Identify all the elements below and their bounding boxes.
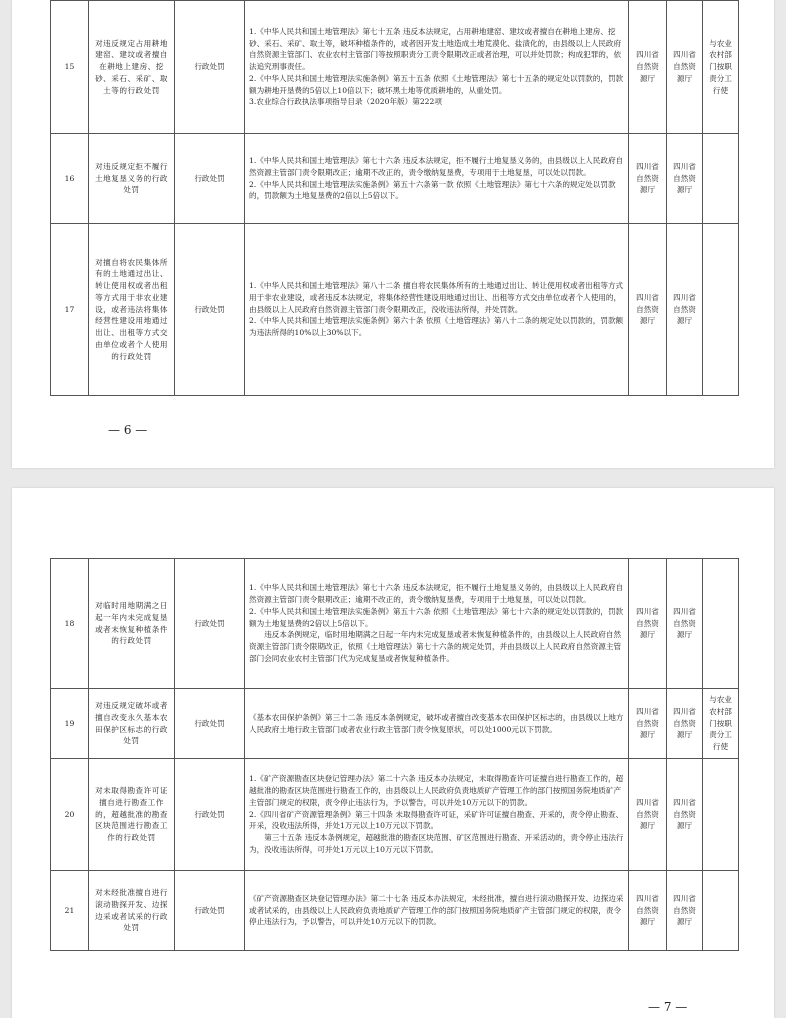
responsible-agency: 四川省自然资源厅	[667, 689, 703, 759]
implementing-agency: 四川省自然资源厅	[629, 134, 667, 224]
item-name: 对擅自将农民集体所有的土地通过出让、转让使用权或者出租等方式用于非农业建设，或者违法将集体经营性建设用地通过出让、出租等方式交由单位或者个人使用的行政处罚	[89, 224, 175, 396]
responsible-agency: 四川省自然资源厅	[667, 871, 703, 951]
regulation-table	[50, 0, 739, 396]
collaboration-note	[703, 224, 739, 396]
implementing-agency: 四川省自然资源厅	[629, 1, 667, 134]
table-row	[51, 689, 739, 759]
legal-basis: 1.《中华人民共和国土地管理法》第七十六条 违反本法规定，拒不履行土地复垦义务的，由县级以上人民政府自然资源主管部门责令限期改正；逾期不改正的，责令缴纳复垦费，专项用于土地复垦，可以处以罚款。 2.《中华人民共和国土地管理法实施条例》第五十六条第一款 依照《土地管理法》第七十六条的规定处以罚款的，罚款额为土地复垦费的2倍以上5倍以下。	[245, 134, 629, 224]
item-name: 对违反规定破坏或者擅自改变永久基本农田保护区标志的行政处罚	[89, 689, 175, 759]
responsible-agency: 四川省自然资源厅	[667, 224, 703, 396]
collaboration-note	[703, 559, 739, 689]
collaboration-note: 与农业农村部门按职责分工行使	[703, 689, 739, 759]
table-row	[51, 1, 739, 134]
legal-basis: 《基本农田保护条例》第三十二条 违反本条例规定，破坏或者擅自改变基本农田保护区标志的，由县级以上地方人民政府土地行政主管部门或者农业行政主管部门责令恢复原状，可以处1000元以下罚款。	[245, 689, 629, 759]
regulation-table	[50, 558, 739, 951]
implementing-agency: 四川省自然资源厅	[629, 759, 667, 871]
item-number: 18	[51, 559, 89, 689]
collaboration-note: 与农业农村部门按职责分工行使	[703, 1, 739, 134]
implementing-agency: 四川省自然资源厅	[629, 224, 667, 396]
item-name: 对未经批准擅自进行滚动勘探开发、边探边采或者试采的行政处罚	[89, 871, 175, 951]
item-name: 对违反规定拒不履行土地复垦义务的行政处罚	[89, 134, 175, 224]
responsible-agency: 四川省自然资源厅	[667, 759, 703, 871]
legal-basis: 1.《中华人民共和国土地管理法》第七十五条 违反本法规定，占用耕地建窑、建坟或者擅自在耕地上建房、挖砂、采石、采矿、取土等，破坏种植条件的，或者因开发土地造成土地荒漠化、盐渍化的，由县级以上人民政府自然资源主管部门、农业农村主管部门等按照职责分工责令限期改正或者治理，可以并处罚款；构成犯罪的，依法追究刑事责任。 2.《中华人民共和国土地管理法实施条例》第五十五条 依照《土地管理法》第七十五条的规定处以罚款的，罚款额为耕地开垦费的5倍以上10倍以下；破坏黑土地等优质耕地的，从重处罚。 3.农业综合行政执法事项指导目录（2020年版）第222项	[245, 1, 629, 134]
item-category: 行政处罚	[175, 134, 245, 224]
document-page-7	[12, 488, 774, 1018]
implementing-agency: 四川省自然资源厅	[629, 689, 667, 759]
responsible-agency: 四川省自然资源厅	[667, 559, 703, 689]
legal-basis: 《矿产资源勘查区块登记管理办法》第二十七条 违反本办法规定，未经批准，擅自进行滚动勘探开发、边探边采或者试采的，由县级以上人民政府负责地质矿产管理工作的部门按照国务院地质矿产主管部门规定的权限，责令停止违法行为，予以警告，可以并处10万元以下的罚款。	[245, 871, 629, 951]
collaboration-note	[703, 759, 739, 871]
table-row	[51, 871, 739, 951]
item-name: 对未取得勘查许可证擅自进行勘查工作的，超越批准的勘查区块范围进行勘查工作的行政处罚	[89, 759, 175, 871]
legal-basis: 1.《矿产资源勘查区块登记管理办法》第二十六条 违反本办法规定，未取得勘查许可证擅自进行勘查工作的，超越批准的勘查区块范围进行勘查工作的，由县级以上人民政府负责地质矿产管理工作的部门按照国务院地质矿产主管部门规定的权限，责令停止违法行为，予以警告，可以并处10万元以下的罚款。 2.《四川省矿产资源管理条例》第三十四条 未取得勘查许可证，采矿许可证擅自勘查、开采的，责令停止勘查、开采，没收违法所得，并处1万元以上10万元以下罚款。 第三十五条 违反本条例规定，超越批准的勘查区块范围、矿区范围进行勘查、开采活动的，责令停止违法行为，没收违法所得，可并处1万元以上10万元以下罚款。	[245, 759, 629, 871]
item-category: 行政处罚	[175, 559, 245, 689]
legal-basis: 1.《中华人民共和国土地管理法》第八十二条 擅自将农民集体所有的土地通过出让、转让使用权或者出租等方式用于非农业建设，或者违反本法规定，将集体经营性建设用地通过出让、出租等方式交由单位或者个人使用的，由县级以上人民政府自然资源主管部门责令限期改正，没收违法所得，并处罚款。 2.《中华人民共和国土地管理法实施条例》第六十条 依照《土地管理法》第八十二条的规定处以罚款的，罚款额为违法所得的10%以上30%以下。	[245, 224, 629, 396]
item-category: 行政处罚	[175, 759, 245, 871]
page-number: — 7 —	[648, 1000, 688, 1014]
legal-basis: 1.《中华人民共和国土地管理法》第七十六条 违反本法规定，拒不履行土地复垦义务的，由县级以上人民政府自然资源主管部门责令限期改正；逾期不改正的，责令缴纳复垦费，专项用于土地复垦，可以处以罚款。 2.《中华人民共和国土地管理法实施条例》第五十六条 依照《土地管理法》第七十六条的规定处以罚款的，罚款额为土地复垦费的2倍以上5倍以下。 违反本条例规定，临时用地期满之日起一年内未完成复垦或者未恢复种植条件的，由县级以上人民政府自然资源主管部门责令限期改正，依照《土地管理法》第七十六条的规定处罚，并由县级以上人民政府自然资源主管部门会同农业农村主管部门代为完成复垦或者恢复种植条件。	[245, 559, 629, 689]
table-row	[51, 134, 739, 224]
collaboration-note	[703, 871, 739, 951]
item-name: 对违反规定占用耕地建窑、建坟或者擅自在耕地上建房、挖砂、采石、采矿、取土等的行政处罚	[89, 1, 175, 134]
item-category: 行政处罚	[175, 1, 245, 134]
implementing-agency: 四川省自然资源厅	[629, 871, 667, 951]
table-row	[51, 224, 739, 396]
item-category: 行政处罚	[175, 224, 245, 396]
item-number: 17	[51, 224, 89, 396]
table-row	[51, 759, 739, 871]
responsible-agency: 四川省自然资源厅	[667, 134, 703, 224]
item-category: 行政处罚	[175, 871, 245, 951]
item-number: 21	[51, 871, 89, 951]
item-name: 对临时用地期满之日起一年内未完成复垦或者未恢复种植条件的行政处罚	[89, 559, 175, 689]
item-number: 16	[51, 134, 89, 224]
page-number: — 6 —	[108, 423, 148, 437]
document-page-6	[12, 0, 774, 468]
item-category: 行政处罚	[175, 689, 245, 759]
item-number: 19	[51, 689, 89, 759]
item-number: 15	[51, 1, 89, 134]
collaboration-note	[703, 134, 739, 224]
table-row	[51, 559, 739, 689]
implementing-agency: 四川省自然资源厅	[629, 559, 667, 689]
responsible-agency: 四川省自然资源厅	[667, 1, 703, 134]
item-number: 20	[51, 759, 89, 871]
